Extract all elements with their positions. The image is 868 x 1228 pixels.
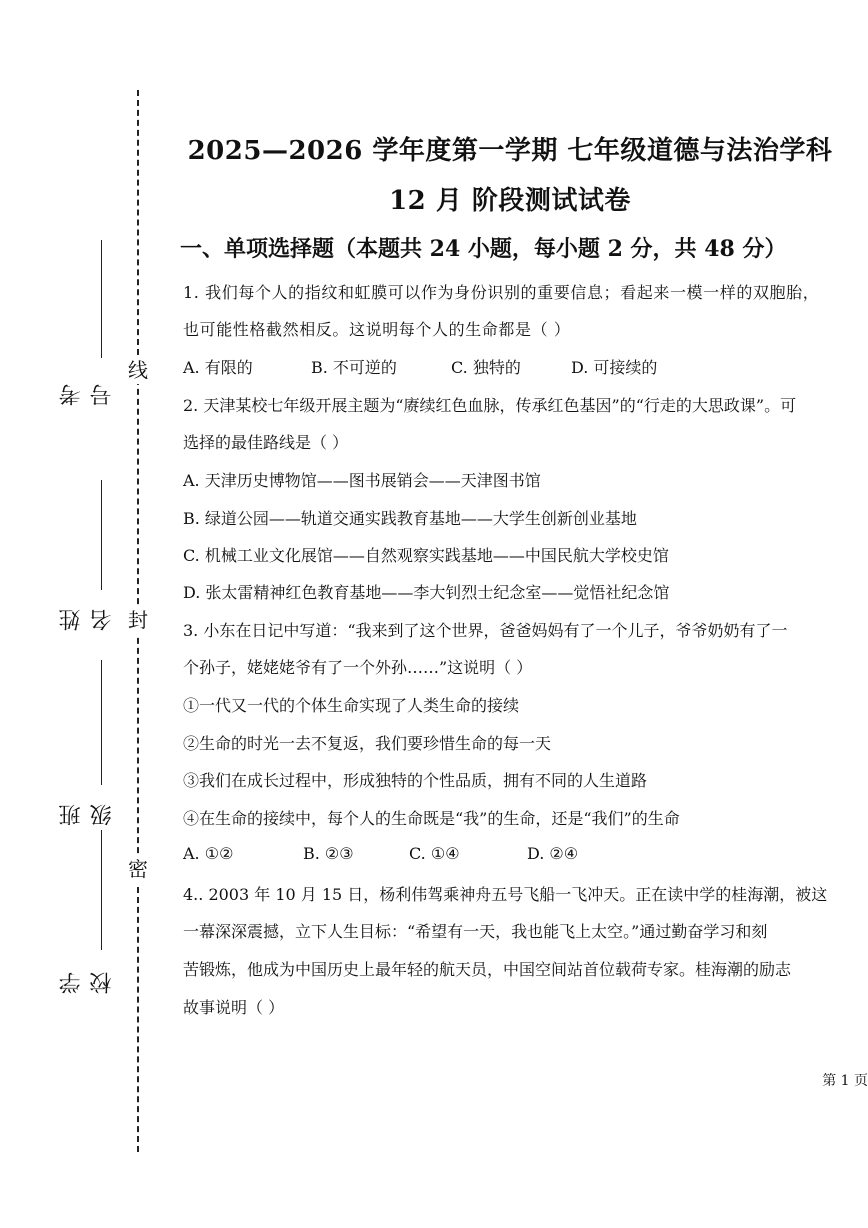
q3-option-b[interactable]: B. ②③ (303, 844, 354, 863)
page-number: 第 1 页 (822, 1073, 868, 1089)
q3-option-c[interactable]: C. ①④ (409, 844, 460, 863)
q2-option-d[interactable]: D. 张太雷精神红色教育基地——李大钊烈士纪念室——觉悟社纪念馆 (183, 583, 670, 602)
q1-stem-line1: 1. 我们每个人的指纹和虹膜可以作为身份识别的重要信息；看起来一模一样的双胞胎， (183, 283, 820, 302)
q3-statement-1: ①一代又一代的个体生命实现了人类生命的接续 (183, 696, 520, 715)
q2-stem-line1: 2. 天津某校七年级开展主题为“赓续红色血脉，传承红色基因”的“行走的大思政课”。可 (183, 396, 797, 415)
q2-stem-line2: 选择的最佳路线是（ ） (183, 433, 349, 452)
q2-option-b[interactable]: B. 绿道公园——轨道交通实践教育基地——大学生创新创业基地 (183, 509, 637, 528)
q4-stem-line3: 苦锻炼，他成为中国历史上最年轻的航天员，中国空间站首位载荷专家。桂海潮的励志 (183, 960, 792, 979)
school-label: 学校 (59, 958, 115, 994)
q3-options (183, 844, 578, 863)
school-underline (101, 830, 102, 950)
q3-statement-4: ④在生命的接续中，每个人的生命既是“我”的生命，还是“我们”的生命 (183, 809, 680, 828)
fold-mark-mi: 密 (124, 855, 152, 883)
q3-option-d[interactable]: D. ②④ (527, 844, 579, 863)
fold-mark-xian: 线 (124, 356, 152, 384)
q3-statement-3: ③我们在成长过程中，形成独特的个性品质，拥有不同的人生道路 (183, 771, 648, 790)
q3-statement-2: ②生命的时光一去不复返，我们要珍惜生命的每一天 (183, 734, 552, 753)
exam-number-underline (101, 240, 102, 358)
q1-option-b[interactable]: B. 不可逆的 (311, 358, 397, 377)
q3-stem-line2: 个孙子，姥姥姥爷有了一个外孙……”这说明（ ） (183, 658, 533, 677)
class-underline (101, 660, 102, 785)
q3-stem-line1: 3. 小东在日记中写道：“我来到了这个世界，爸爸妈妈有了一个儿子，爷爷奶奶有了一 (183, 621, 788, 640)
q2-option-c[interactable]: C. 机械工业文化展馆——自然观察实践基地——中国民航大学校史馆 (183, 546, 669, 565)
q4-stem-line1: 4.. 2003 年 10 月 15 日，杨利伟驾乘神舟五号飞船一飞冲天。正在读中学的桂海潮，被这 (183, 885, 828, 904)
q1-options (183, 355, 657, 378)
q3-option-a[interactable]: A. ①② (183, 844, 234, 863)
exam-title-line1: 2025—2026 学年度第一学期 七年级道德与法治学科 (187, 136, 833, 166)
q1-stem-line2: 也可能性格截然相反。这说明每个人的生命都是（ ） (183, 320, 571, 339)
name-label: 姓名 (59, 595, 115, 631)
q1-option-c[interactable]: C. 独特的 (451, 358, 521, 377)
q2-option-a[interactable]: A. 天津历史博物馆——图书展销会——天津图书馆 (183, 471, 541, 490)
exam-title-line2: 12 月 阶段测试试卷 (389, 186, 631, 216)
class-label: 班级 (59, 790, 115, 826)
binding-margin (0, 0, 160, 1228)
q1-option-a[interactable]: A. 有限的 (183, 358, 253, 377)
q4-stem-line2: 一幕深深震撼，立下人生目标：“希望有一天，我也能飞上太空。”通过勤奋学习和刻 (183, 922, 768, 941)
q1-option-d[interactable]: D. 可接续的 (571, 358, 658, 377)
fold-mark-feng: 封 (124, 606, 152, 634)
q4-stem-line4: 故事说明（ ） (183, 998, 285, 1017)
name-underline (101, 480, 102, 590)
section-heading: 一、单项选择题（本题共 24 小题，每小题 2 分，共 48 分） (180, 236, 787, 262)
exam-number-label: 考号 (59, 370, 115, 406)
